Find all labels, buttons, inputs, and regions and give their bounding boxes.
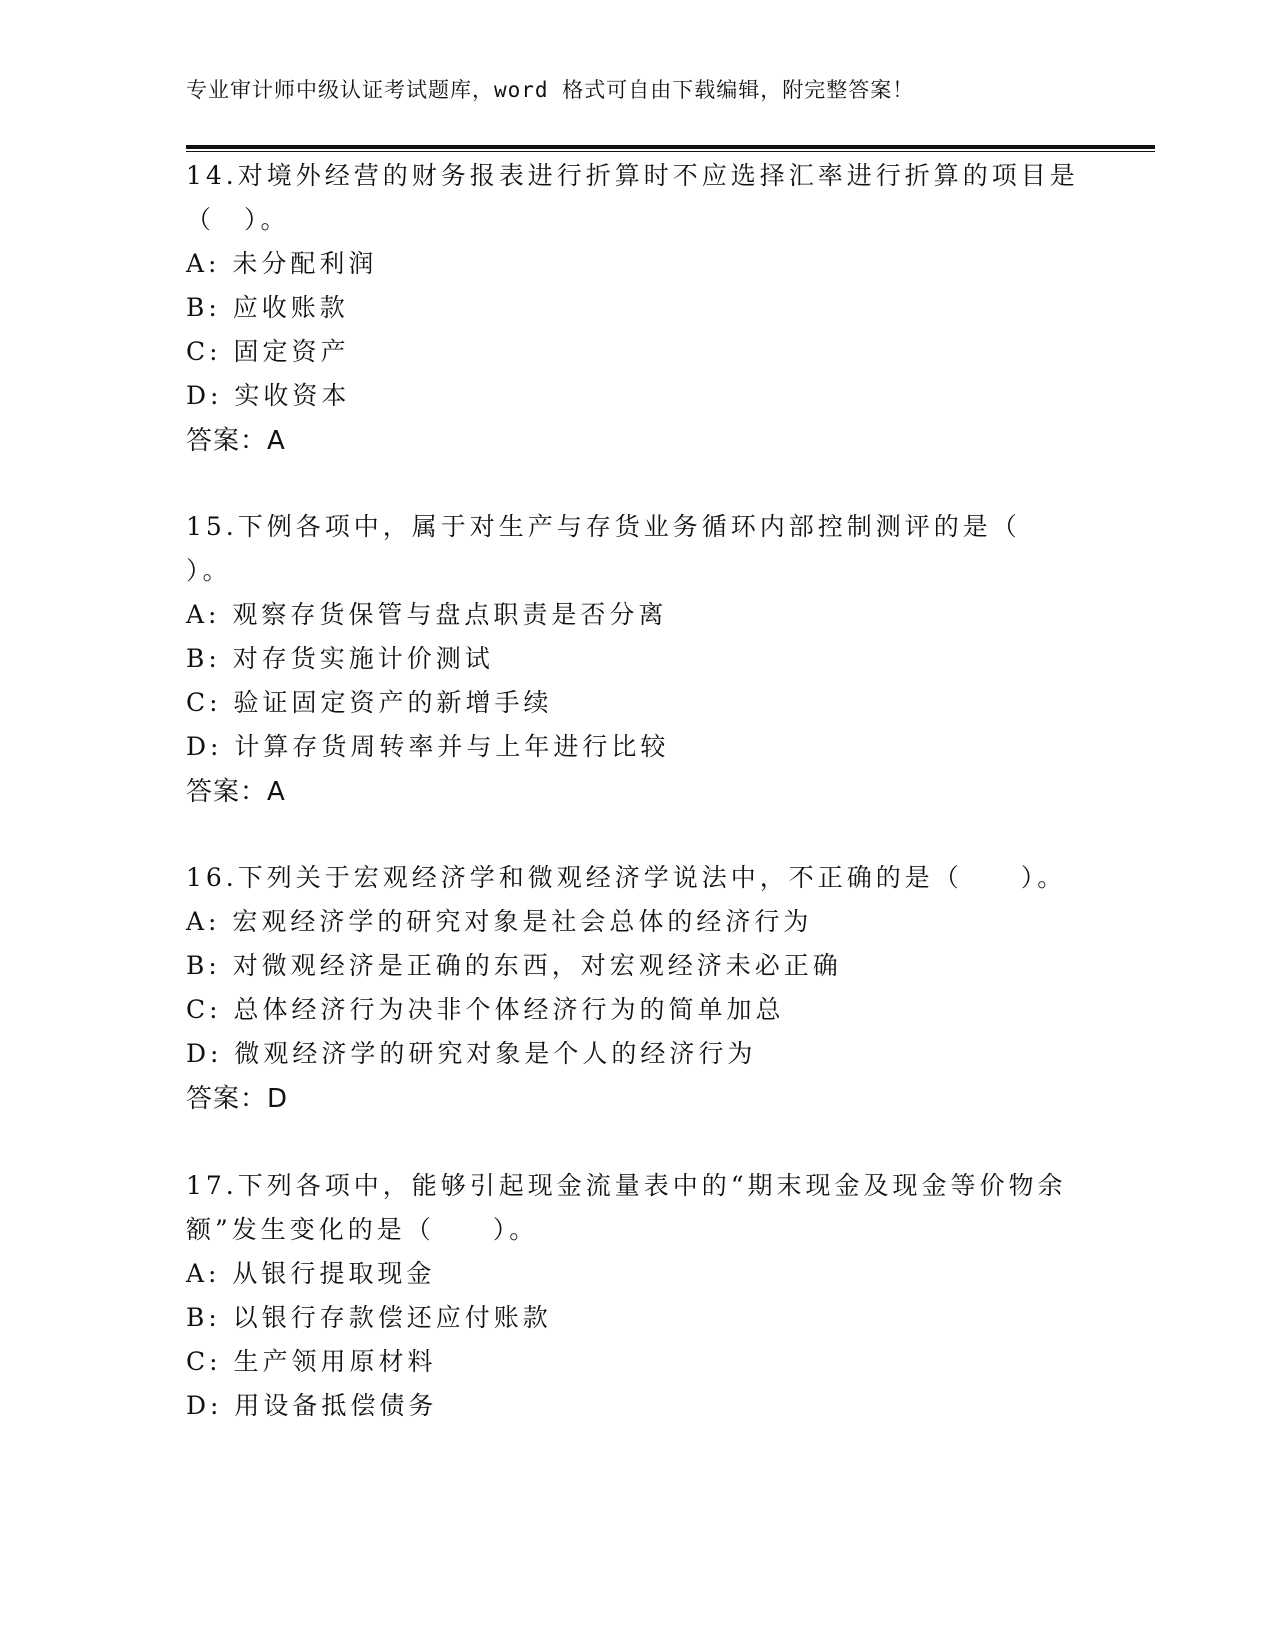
option-a: A: 从银行提取现金 (186, 1259, 436, 1288)
option-c: C: 验证固定资产的新增手续 (186, 688, 553, 717)
option-d: D: 微观经济学的研究对象是个人的经济行为 (186, 1039, 757, 1068)
option-d: D: 计算存货周转率并与上年进行比较 (186, 732, 670, 761)
answer: 答案：D (186, 1084, 289, 1114)
header-rule-thick (186, 145, 1155, 149)
question-stem-line: 17.下列各项中，能够引起现金流量表中的“期末现金及现金等价物余 (186, 1171, 1067, 1200)
option-a: A: 观察存货保管与盘点职责是否分离 (186, 600, 668, 629)
option-d: D: 用设备抵偿债务 (186, 1391, 438, 1420)
answer: 答案：A (186, 426, 286, 456)
option-b: B: 对微观经济是正确的东西，对宏观经济未必正确 (186, 951, 842, 980)
option-c: C: 总体经济行为决非个体经济行为的简单加总 (186, 995, 785, 1024)
option-b: B: 以银行存款偿还应付账款 (186, 1303, 552, 1332)
option-d: D: 实收资本 (186, 381, 351, 410)
question-stem-line: 额”发生变化的是（ ）。 (186, 1215, 539, 1244)
question-stem-line: 15.下例各项中，属于对生产与存货业务循环内部控制测评的是（ (186, 512, 1021, 541)
question-stem-line: （ ）。 (186, 205, 290, 234)
option-a: A: 宏观经济学的研究对象是社会总体的经济行为 (186, 907, 813, 936)
option-b: B: 应收账款 (186, 293, 349, 322)
option-c: C: 固定资产 (186, 337, 350, 366)
question-stem-line: ）。 (186, 556, 232, 585)
option-a: A: 未分配利润 (186, 249, 378, 278)
option-b: B: 对存货实施计价测试 (186, 644, 494, 673)
header-rule-thin (186, 151, 1155, 152)
answer: 答案：A (186, 777, 286, 807)
question-stem-line: 16.下列关于宏观经济学和微观经济学说法中，不正确的是（ ）。 (186, 863, 1067, 892)
page-header: 专业审计师中级认证考试题库，word 格式可自由下载编辑，附完整答案！ (186, 78, 915, 102)
option-c: C: 生产领用原材料 (186, 1347, 437, 1376)
question-stem-line: 14.对境外经营的财务报表进行折算时不应选择汇率进行折算的项目是 (186, 161, 1079, 190)
